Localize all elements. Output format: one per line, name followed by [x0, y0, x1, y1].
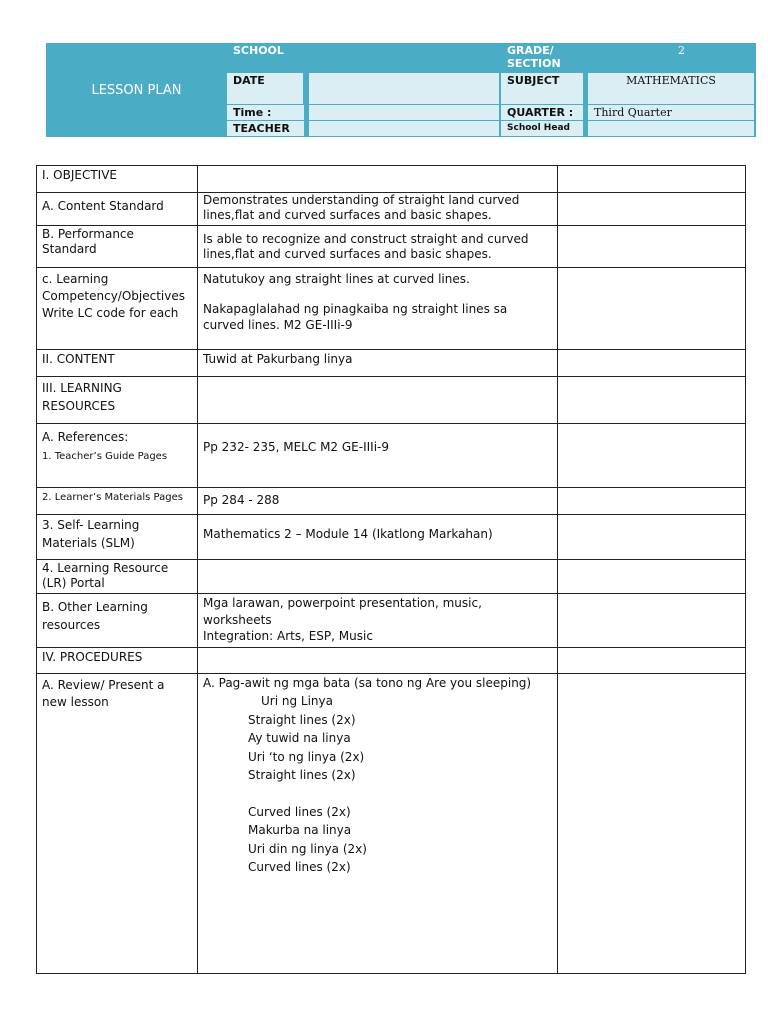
- lesson-plan-title: LESSON PLAN: [91, 82, 182, 98]
- table-row-procedures: [37, 647, 746, 673]
- content-value: Tuwid at Pakurbang linya: [198, 350, 558, 377]
- table-row-other-resources: [37, 594, 746, 648]
- content-standard-value: Demonstrates understanding of straight land curved lines,flat and curved surfaces and basic shapes.: [198, 193, 558, 226]
- school-head-label: School Head: [501, 121, 583, 136]
- song-line: Curved lines (2x): [248, 860, 351, 874]
- table-row-competency: [37, 268, 746, 350]
- lesson-plan-header: [46, 43, 756, 137]
- objective-label: I. OBJECTIVE: [37, 166, 198, 193]
- table-row-slm: [37, 515, 746, 560]
- table-row-learners-materials: [37, 488, 746, 515]
- school-value[interactable]: [304, 43, 501, 72]
- performance-standard-label: B. Performance Standard: [37, 226, 198, 268]
- spacer: [203, 785, 552, 803]
- other-resources-value: [198, 594, 558, 648]
- objective-value: [198, 166, 558, 193]
- references-value: Pp 232- 235, MELC M2 GE-IIIi-9: [198, 424, 558, 488]
- table-row-content: [37, 350, 746, 377]
- objective-notes: [558, 166, 746, 193]
- references-notes: [558, 424, 746, 488]
- table-row-performance-standard: [37, 226, 746, 268]
- review-label: A. Review/ Present a new lesson: [37, 673, 198, 973]
- song-line: Ay tuwid na linya: [248, 731, 351, 745]
- song-line: Uri din ng linya (2x): [248, 841, 367, 856]
- subject-label: SUBJECT: [501, 73, 583, 104]
- table-row-learning-resources: [37, 377, 746, 424]
- review-intro: A. Pag-awit ng mga bata (sa tono ng Are you sleeping): [203, 675, 532, 690]
- quarter-label: QUARTER :: [501, 105, 583, 120]
- subject-value[interactable]: MATHEMATICS: [588, 73, 754, 104]
- table-row-objective: [37, 166, 746, 193]
- teachers-guide-label: 1. Teacher’s Guide Pages: [42, 451, 168, 462]
- procedures-value: [198, 647, 558, 673]
- competency-text-1: Natutukoy ang straight lines at curved lines.: [203, 272, 470, 286]
- learning-resources-value: [198, 377, 558, 424]
- content-standard-notes: [558, 193, 746, 226]
- other-resources-text-2: Integration: Arts, ESP, Music: [203, 629, 373, 643]
- lr-portal-notes: [558, 560, 746, 594]
- grade-section-label: GRADE/ SECTION: [507, 44, 561, 70]
- learners-materials-notes: [558, 488, 746, 515]
- lesson-plan-table: [36, 165, 746, 974]
- competency-label: c. Learning Competency/Objectives Write LC code for each: [37, 268, 198, 350]
- grade-section-value[interactable]: 2: [678, 44, 685, 57]
- time-label: Time :: [227, 105, 304, 120]
- other-resources-notes: [558, 594, 746, 648]
- table-row-review: [37, 673, 746, 973]
- date-value[interactable]: [309, 73, 499, 104]
- procedures-notes: [558, 647, 746, 673]
- content-notes: [558, 350, 746, 377]
- song-title: Uri ng Linya: [261, 694, 333, 708]
- song-line: Curved lines (2x): [248, 804, 351, 819]
- song-line: Uri ‘to ng linya (2x): [248, 749, 365, 764]
- song-line: Straight lines (2x): [248, 768, 356, 782]
- song-line: Makurba na linya: [248, 823, 352, 837]
- teacher-value[interactable]: [309, 121, 499, 136]
- spacer: [203, 287, 552, 301]
- teacher-label: TEACHER: [227, 121, 304, 136]
- competency-text-2: Nakapaglalahad ng pinagkaiba ng straight lines sa curved lines. M2 GE-IIIi-9: [203, 302, 508, 332]
- learners-materials-label: 2. Learner’s Materials Pages: [37, 488, 198, 515]
- slm-notes: [558, 515, 746, 560]
- references-label: A. References:: [42, 430, 129, 444]
- performance-standard-value: Is able to recognize and construct straight and curved lines,flat and curved surfaces and basic shapes.: [198, 226, 558, 268]
- learning-resources-notes: [558, 377, 746, 424]
- slm-label: 3. Self- Learning Materials (SLM): [37, 515, 198, 560]
- other-resources-label: B. Other Learning resources: [37, 594, 198, 648]
- references-label-cell: [37, 424, 198, 488]
- school-head-value[interactable]: [588, 121, 754, 136]
- competency-value: [198, 268, 558, 350]
- content-standard-label: A. Content Standard: [37, 193, 198, 226]
- learners-materials-value: Pp 284 - 288: [198, 488, 558, 515]
- lr-portal-value: [198, 560, 558, 594]
- time-value[interactable]: [309, 105, 499, 120]
- learning-resources-label: III. LEARNING RESOURCES: [37, 377, 198, 424]
- lr-portal-label: 4. Learning Resource (LR) Portal: [37, 560, 198, 594]
- table-row-lr-portal: [37, 560, 746, 594]
- table-row-references: [37, 424, 746, 488]
- other-resources-text-1: Mga larawan, powerpoint presentation, music, worksheets: [203, 596, 482, 627]
- date-label: DATE: [227, 73, 304, 104]
- song-line: Straight lines (2x): [248, 712, 356, 727]
- review-notes: [558, 673, 746, 973]
- competency-notes: [558, 268, 746, 350]
- quarter-value[interactable]: Third Quarter: [588, 105, 754, 120]
- table-row-content-standard: [37, 193, 746, 226]
- slm-value: Mathematics 2 – Module 14 (Ikatlong Markahan): [198, 515, 558, 560]
- school-label: SCHOOL: [233, 44, 284, 57]
- review-value: [198, 673, 558, 973]
- content-label: II. CONTENT: [37, 350, 198, 377]
- performance-standard-notes: [558, 226, 746, 268]
- procedures-label: IV. PROCEDURES: [37, 647, 198, 673]
